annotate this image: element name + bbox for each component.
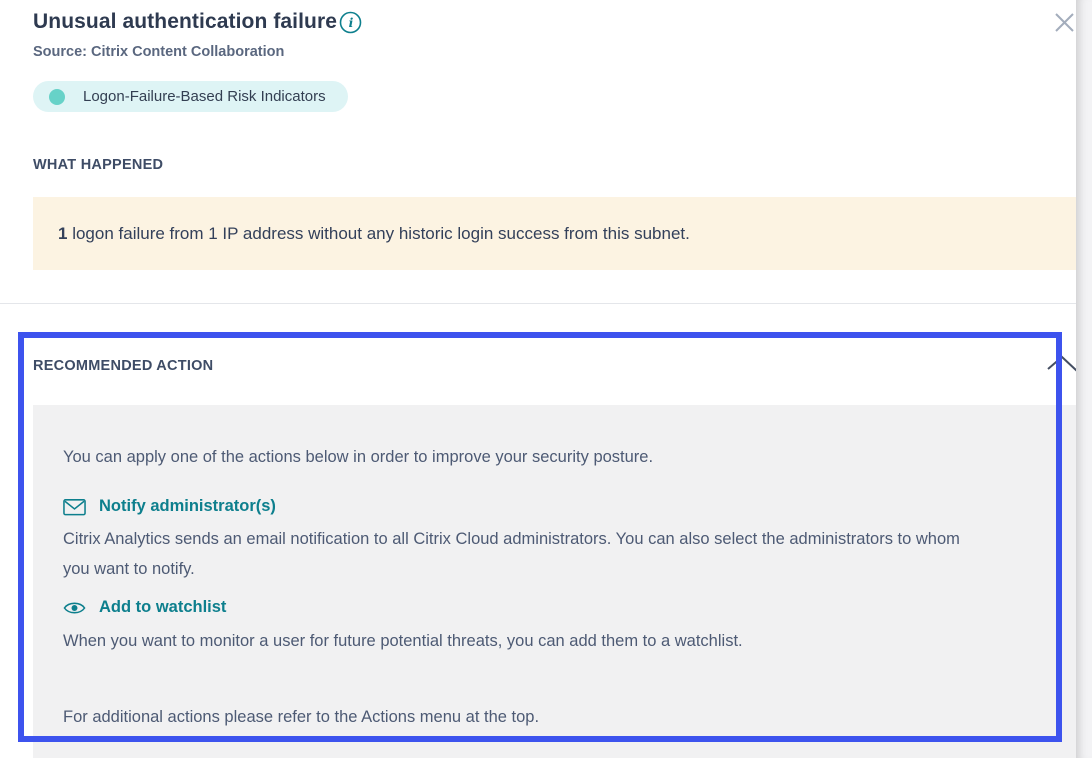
eye-icon: [63, 599, 86, 617]
page-title: Unusual authentication failure: [33, 10, 338, 33]
recommended-action-body: [33, 405, 1076, 758]
additional-actions-note: For additional actions please refer to the Actions menu at the top.: [63, 708, 540, 726]
scrollbar-track[interactable]: [1076, 0, 1092, 758]
what-happened-heading: WHAT HAPPENED: [33, 157, 164, 173]
add-to-watchlist-link[interactable]: Add to watchlist: [99, 598, 227, 616]
svg-text:i: i: [348, 15, 354, 31]
collapse-chevron-icon[interactable]: [1045, 354, 1079, 374]
risk-category-badge: [33, 81, 348, 112]
notify-administrators-description: Citrix Analytics sends an email notification to all Citrix Cloud administrators. You can also select the administrators to whom you want to notify.: [63, 530, 960, 578]
close-icon[interactable]: [1051, 9, 1078, 36]
badge-label: Logon-Failure-Based Risk Indicators: [83, 88, 326, 105]
add-to-watchlist-description: When you want to monitor a user for future potential threats, you can add them to a watchlist.: [63, 632, 743, 650]
badge-dot-icon: [49, 89, 65, 105]
notify-administrators-link[interactable]: Notify administrator(s): [99, 497, 276, 515]
alert-message: 1 logon failure from 1 IP address without any historic login success from this subnet.: [58, 223, 690, 243]
info-icon[interactable]: [339, 11, 362, 34]
what-happened-alert: [33, 197, 1076, 270]
mail-icon: [63, 498, 86, 516]
section-divider: [0, 303, 1092, 304]
add-to-watchlist-action[interactable]: [63, 598, 226, 617]
source-label: Source: Citrix Content Collaboration: [33, 44, 285, 60]
recommended-action-intro: You can apply one of the actions below in order to improve your security posture.: [63, 448, 654, 466]
notify-administrators-action[interactable]: [63, 497, 276, 516]
recommended-action-heading: RECOMMENDED ACTION: [33, 358, 214, 374]
failure-count: 1: [58, 223, 68, 243]
